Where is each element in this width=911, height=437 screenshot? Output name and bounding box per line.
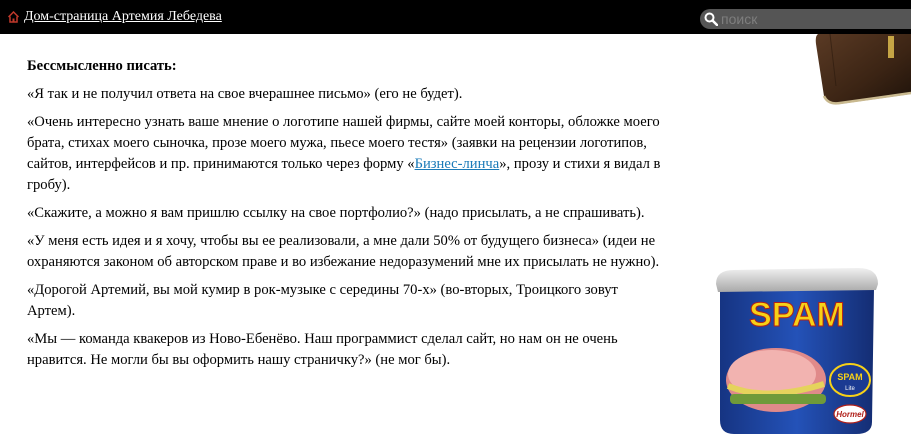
paragraph-2-text-after: », прозу и стихи я видал в гробу).	[27, 156, 661, 193]
spam-lite-label: SPAM	[837, 372, 863, 382]
article-heading: Бессмысленно писать:	[27, 58, 177, 74]
search-icon	[704, 12, 718, 26]
paragraph-4: «У меня есть идея и я хочу, чтобы вы ее реализовали, а мне дали 50% от будущего бизнеса» (идеи не охраняются законом об авторском праве и во избежание недоразумений мне их присылать не нужно).	[27, 233, 660, 270]
paragraph-2-text-before: «Очень интересно узнать ваше мнение о логотипе нашей фирмы, сайте моей конторы, обложке моего брата, стихах моего сыночка, прозе моего мужа, пьесе моего тестя» (заявки на рецензии логотипов, сайтов, интерфейсов и пр. принимаются только через форму «	[27, 114, 660, 172]
home-link-label: Дом-страница Артемия Лебедева	[24, 9, 222, 24]
paragraph-1: «Я так и не получил ответа на свое вчерашнее письмо» (его не будет).	[27, 86, 463, 102]
home-icon	[8, 11, 19, 23]
paragraph-3: «Скажите, а можно я вам пришлю ссылку на свое портфолио?» (надо присылать, а не спрашивать).	[27, 205, 645, 221]
spam-can-label: SPAM	[749, 296, 845, 334]
business-lynch-link[interactable]: Бизнес-линча	[414, 156, 500, 172]
top-bar	[0, 0, 911, 34]
paragraph-5: «Дорогой Артемий, вы мой кумир в рок-музыке с середины 70-х» (во-вторых, Троицкого зовут Артем).	[27, 282, 618, 319]
spam-lite-sublabel: Lite	[845, 386, 855, 392]
article	[27, 56, 667, 378]
home-link[interactable]	[8, 8, 222, 26]
hormel-logo: Hormel	[836, 410, 864, 419]
paragraph-6: «Мы — команда квакеров из Ново-Ебенёво. Наш программист сделал сайт, но нам он не очень нравится. Не могли бы вы оформить нашу страничку?» (не мог бы).	[27, 331, 618, 368]
search-input[interactable]	[721, 11, 891, 27]
spam-can-image	[706, 262, 911, 437]
book-image	[800, 34, 911, 106]
search-box[interactable]	[700, 9, 911, 29]
paragraph-2	[27, 112, 667, 196]
